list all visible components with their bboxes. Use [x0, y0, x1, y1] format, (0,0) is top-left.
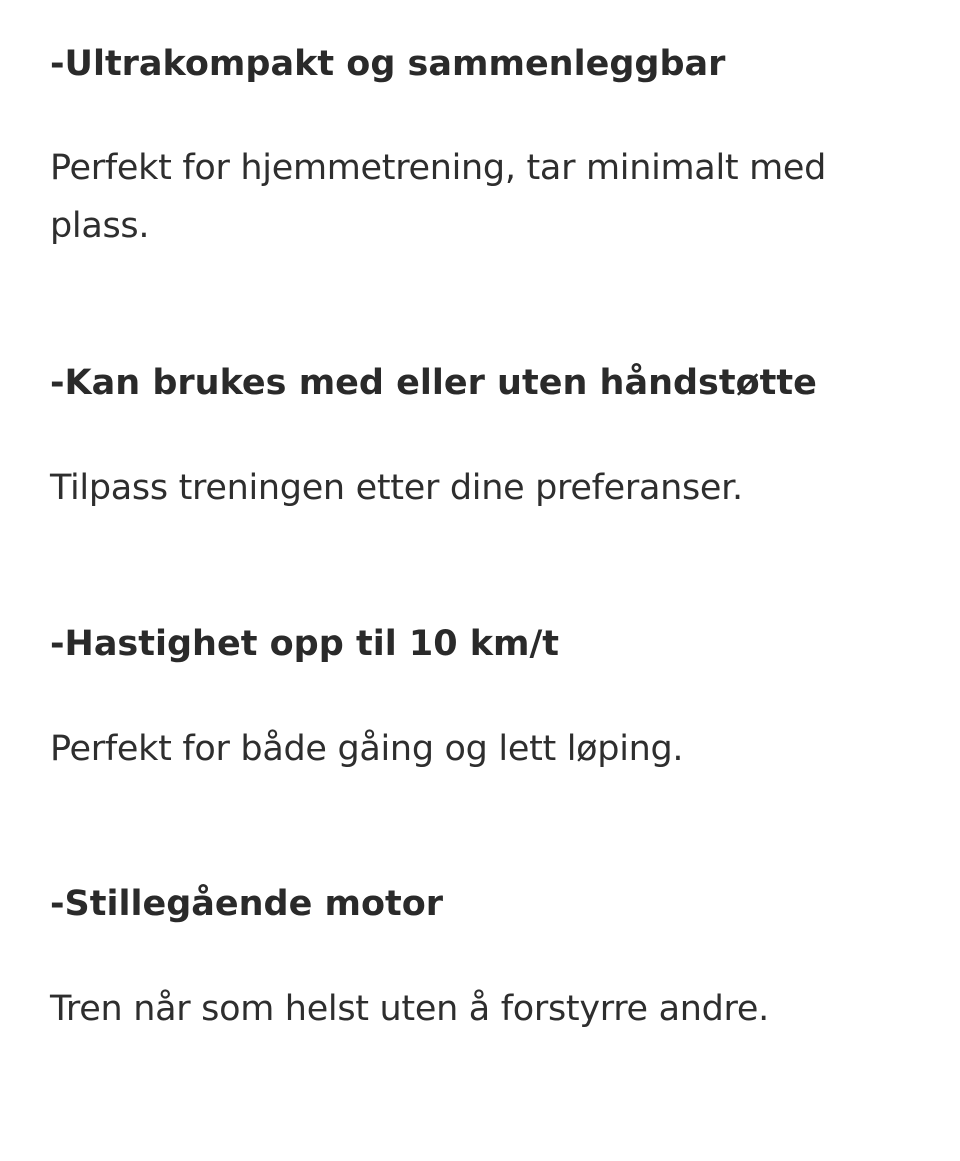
feature-description: Tilpass treningen etter dine preferanser. — [50, 468, 743, 508]
feature-description: Tren når som helst uten å forstyrre andre. — [50, 989, 769, 1029]
feature-item-handrail — [50, 359, 910, 517]
feature-title: -Kan brukes med eller uten håndstøtte — [50, 363, 817, 403]
feature-item-compact — [50, 40, 910, 255]
feature-item-motor — [50, 880, 910, 1038]
feature-description: Perfekt for både gåing og lett løping. — [50, 729, 684, 769]
feature-title: -Ultrakompakt og sammenleggbar — [50, 44, 726, 84]
feature-item-speed — [50, 620, 910, 778]
feature-description: Perfekt for hjemmetrening, tar minimalt med plass. — [50, 148, 827, 246]
feature-title: -Stillegående motor — [50, 884, 444, 924]
feature-title: -Hastighet opp til 10 km/t — [50, 624, 560, 664]
